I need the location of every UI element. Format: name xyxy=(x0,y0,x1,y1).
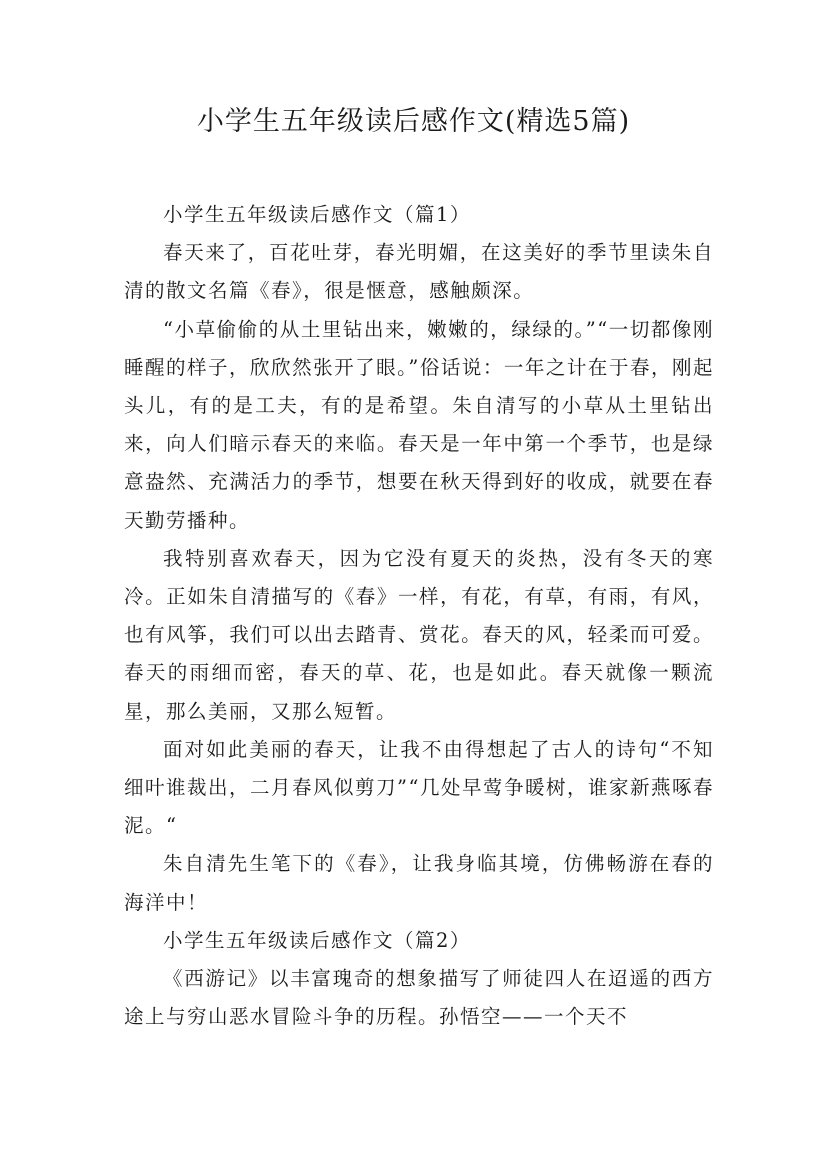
section-heading-2: 小学生五年级读后感作文（篇2） xyxy=(163,928,471,952)
section-heading-1: 小学生五年级读后感作文（篇1） xyxy=(163,203,471,226)
paragraph: 春天来了，百花吐芽，春光明媚，在这美好的季节里读朱自清的散文名篇《春》，很是惬意，感触颇深。 xyxy=(124,241,714,303)
paragraph: “小草偷偷的从土里钻出来，嫩嫩的，绿绿的。”“一切都像刚睡醒的样子，欣欣然张开了眼。”俗话说：一年之计在于春，刚起头儿，有的是工夫，有的是希望。朱自清写的小草从土里钻出来，向人们暗示春天的来临。春天是一年中第一个季节，也是绿意盎然、充满活力的季节，想要在秋天得到好的收成，就要在春天勤劳播种。 xyxy=(124,317,714,532)
paragraph: 面对如此美丽的春天，让我不由得想起了古人的诗句“不知细叶谁裁出，二月春风似剪刀”“几处早莺争暖树，谁家新燕啄春泥。“ xyxy=(124,737,714,838)
paragraph: 朱自清先生笔下的《春》，让我身临其境，仿佛畅游在春的海洋中！ xyxy=(124,852,714,914)
paragraph: 《西游记》以丰富瑰奇的想象描写了师徒四人在迢遥的西方途上与穷山恶水冒险斗争的历程。孙悟空——一个天不 xyxy=(124,967,714,1029)
document-body xyxy=(124,196,714,1036)
document-title: 小学生五年级读后感作文(精选5篇) xyxy=(196,106,631,137)
paragraph: 我特别喜欢春天，因为它没有夏天的炎热，没有冬天的寒冷。正如朱自清描写的《春》一样，有花，有草，有雨，有风，也有风筝，我们可以出去踏青、赏花。春天的风，轻柔而可爱。春天的雨细而密，春天的草、花，也是如此。春天就像一颗流星，那么美丽，又那么短暂。 xyxy=(124,546,714,723)
